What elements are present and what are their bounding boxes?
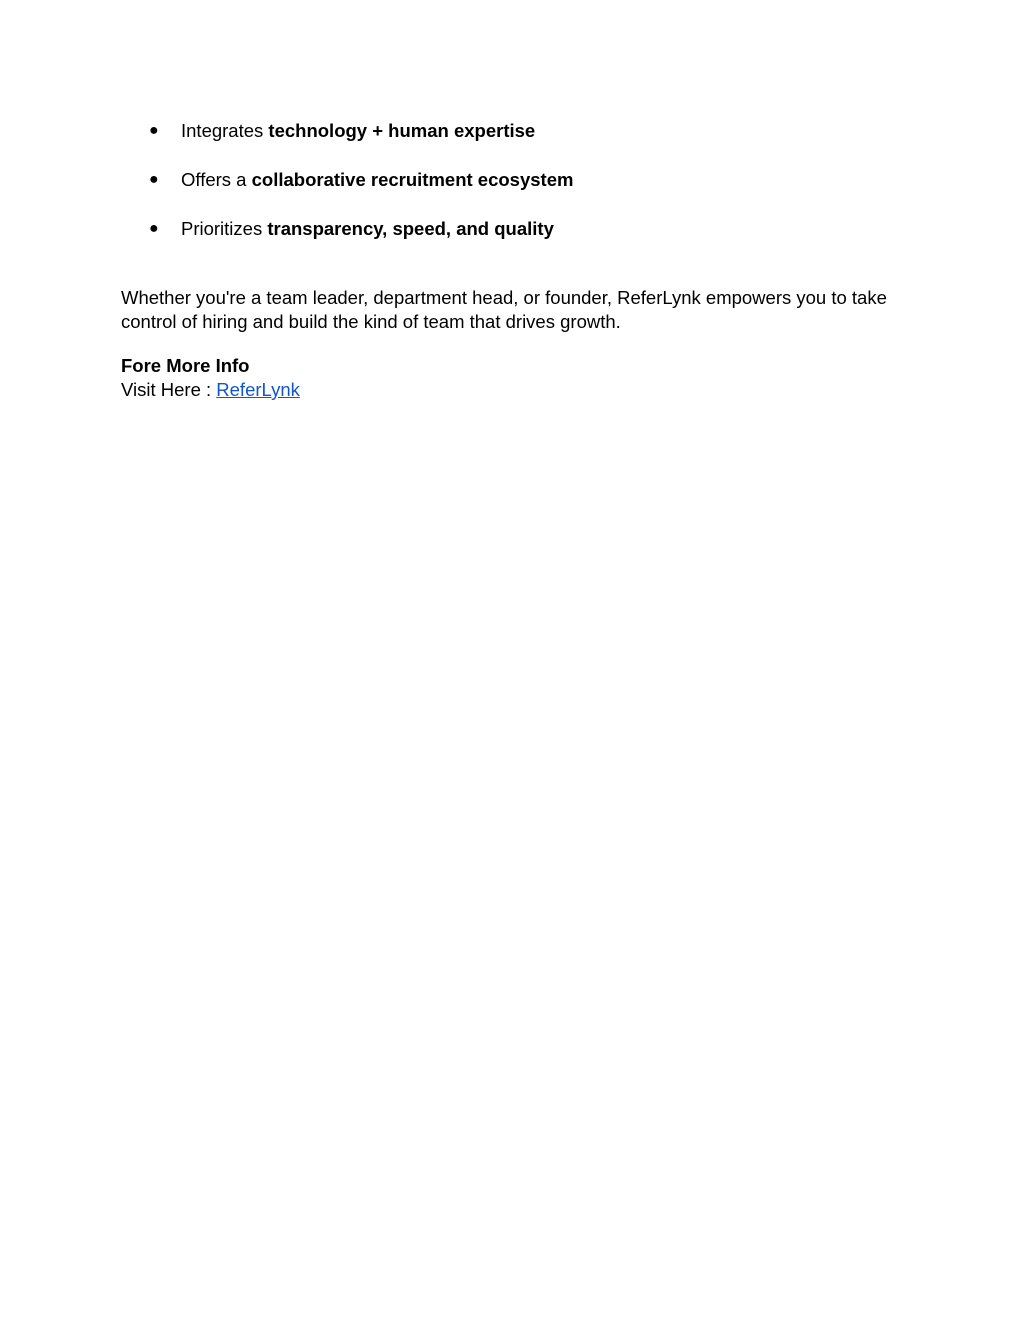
referlynk-link[interactable]: ReferLynk	[216, 379, 300, 400]
bullet-bold-phrase: technology + human expertise	[268, 120, 536, 141]
list-item	[0, 217, 1024, 266]
visit-label: Visit Here :	[121, 379, 217, 400]
feature-bullet-list	[0, 119, 1024, 266]
bullet-icon: ●	[149, 220, 159, 237]
bullet-icon: ●	[149, 171, 159, 188]
bullet-bold-phrase: transparency, speed, and quality	[267, 218, 554, 239]
bullet-prefix: Prioritizes	[181, 218, 268, 239]
list-item	[0, 119, 1024, 168]
bullet-text	[181, 168, 573, 192]
bullet-text	[181, 119, 535, 143]
body-paragraph: Whether you're a team leader, department head, or founder, ReferLynk empowers you to take control of hiring and build the kind of team that drives growth.	[121, 287, 887, 332]
bullet-prefix: Offers a	[181, 169, 252, 190]
list-item	[0, 168, 1024, 217]
visit-line	[121, 378, 300, 402]
info-heading: Fore More Info	[121, 355, 250, 376]
bullet-icon: ●	[149, 122, 159, 139]
bullet-bold-phrase: collaborative recruitment ecosystem	[251, 169, 574, 190]
bullet-text	[181, 217, 554, 241]
bullet-prefix: Integrates	[181, 120, 269, 141]
